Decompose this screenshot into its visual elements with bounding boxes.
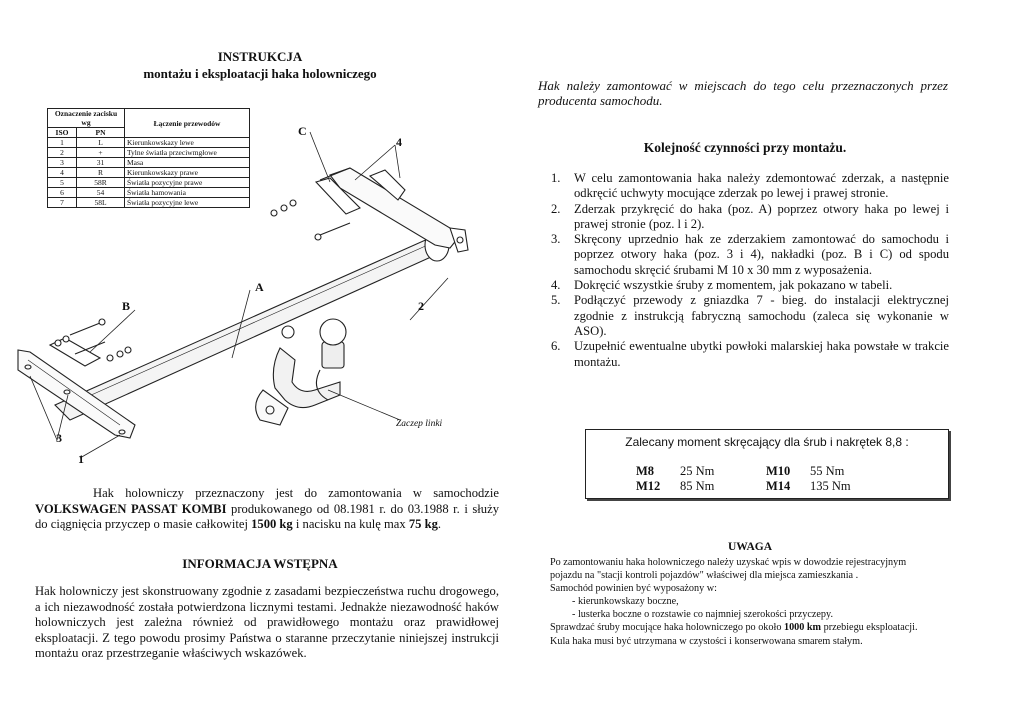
m8-value: 25 Nm [680,464,715,478]
list-item: 1. W celu zamontowania haka należy zdemontować zderzak, a następnie odkręcić uchwyty mocujące zderzak po lewej i prawej stronie. [551,171,949,201]
iso-cell: 1 [48,138,77,148]
diagram-label-b: B [122,299,131,313]
desc-cell: Kierunkowskazy prawe [125,168,250,178]
intro-text: Hak holowniczy jest skonstruowany zgodnie z zasadami bezpieczeństwa ruchu drogowego, a ich niezawodność została potwierdzona licznymi testami. Jednakże niezawodność haków holowniczych jest zależna również od prawidłowego montażu oraz prawidłowej eksploatacji. Z tego powodu prosimy Państwa o staranne przeczytanie niniejszej instrukcji montażu oraz przestrzeganie właściwych wskazówek. [35,584,499,660]
vehicle-description: Hak holowniczy przeznaczony jest do zamontowania w samochodzie VOLKSWAGEN PASSAT KOMBI produkowanego od 08.1981 r. do 03.1988 r. i służy do ciągnięcia przyczep o masie całkowitej 1500 kg i nacisku na kulę max 75 kg. [35,486,499,531]
diagram-label-2: 2 [418,299,424,313]
diagram-label-4: 4 [396,135,402,149]
list-item: 2. Zderzak przykręcić do haka (poz. A) poprzez otwory haka po lewej i prawej stronie (poz. l i 2). [551,201,949,231]
ball-load: 75 kg [408,517,438,531]
m8-label: M8 [636,464,655,478]
diagram-caption: Zaczep linki [396,419,443,429]
warning-text: Po zamontowaniu haka holowniczego należy uzyskać wpis w dowodzie rejestracyjnym pojazdu na "stacji kontroli pojazdów" właściwej dla miejsca zamieszkania . Samochód powinien być wyposażony w: - kierunkowskazy boczne, - lusterka boczne o rozstawie co najmniej szerokości przyczepy. Sprawdzać śruby mocujące haka holowniczego po około 1000 km przebiegu eksploatacji. Kula haka musi być utrzymana w czystości i konserwowana smarem stałym. [550,557,918,647]
wiring-group-header: Oznaczenie zacisku wg [48,109,125,128]
iso-cell: 4 [48,168,77,178]
pn-cell: 58R [77,178,125,188]
iso-cell: 2 [48,148,77,158]
crossbar-shape [55,238,442,420]
m10-value: 55 Nm [810,464,845,478]
iso-cell: 5 [48,178,77,188]
m12-value: 85 Nm [680,479,715,493]
desc-cell: Masa [125,158,250,168]
list-item: 6. Uzupełnić ewentualne ubytki powłoki malarskiej haka powstałe w trakcie montażu. [551,339,949,369]
pn-cell: L [77,138,125,148]
warning-heading: UWAGA [727,541,773,553]
wiring-iso-header: ISO [48,128,77,138]
steps-list [551,171,949,370]
torque-table [585,429,949,499]
mounting-note: Hak należy zamontować w miejscach do tego celu przeznaczonych przez producenta samochodu. [538,78,948,108]
iso-cell: 6 [48,188,77,198]
desc-cell: Tylne światła przeciwmgłowe [125,148,250,158]
vehicle-model: VOLKSWAGEN PASSAT KOMBI [35,501,227,516]
iso-cell: 7 [48,198,77,208]
desc-cell: Kierunkowskazy lewe [125,138,250,148]
list-item: 4. Dokręcić wszystkie śruby z momentem, jak pokazano w tabeli. [551,278,893,293]
diagram-label-1: 1 [78,452,84,466]
intro-heading: INFORMACJA WSTĘPNA [182,556,338,571]
list-item: 5. Podłączyć przewody z gniazdka 7 - bieg. do instalacji elektrycznej zgodnie z instrukcją fabryczną samochodu (zaleca się wykonanie w ASO). [551,293,949,338]
pn-cell: 54 [77,188,125,198]
desc-cell: Światła pozycyjne prawe [125,178,250,188]
desc-cell: Światła pozycyjne lewe [125,198,250,208]
pn-cell: + [77,148,125,158]
desc-cell: Światła hamowania [125,188,250,198]
trailer-mass: 1500 kg [251,517,293,531]
m12-label: M12 [636,479,661,493]
diagram-label-c: C [298,124,307,138]
steps-heading: Kolejność czynności przy montażu. [643,140,847,155]
m14-label: M14 [766,479,791,493]
pn-cell: 31 [77,158,125,168]
wiring-pn-header: PN [77,128,125,138]
list-item: 3. Skręcony uprzednio hak ze zderzakiem zamontować do samochodu i poprzez otwory haka (poz. 3 i 4), nakładki (poz. B i C) od spodu samochodu skręcić śrubami M 10 x 30 mm z wyposażenia. [551,232,949,277]
pn-cell: 58L [77,198,125,208]
torque-title: Zalecany moment skręcający dla śrub i nakrętek 8,8 : [625,435,909,449]
diagram-label-a: A [255,280,264,294]
document-title: INSTRUKCJA [217,49,303,64]
m14-value: 135 Nm [810,479,851,493]
wiring-desc-header: Łączenie przewodów [125,109,250,138]
iso-cell: 3 [48,158,77,168]
diagram-label-3: 3 [56,431,62,445]
pn-cell: R [77,168,125,178]
document-subtitle: montażu i eksploatacji haka holowniczego [143,66,377,81]
m10-label: M10 [766,464,791,478]
